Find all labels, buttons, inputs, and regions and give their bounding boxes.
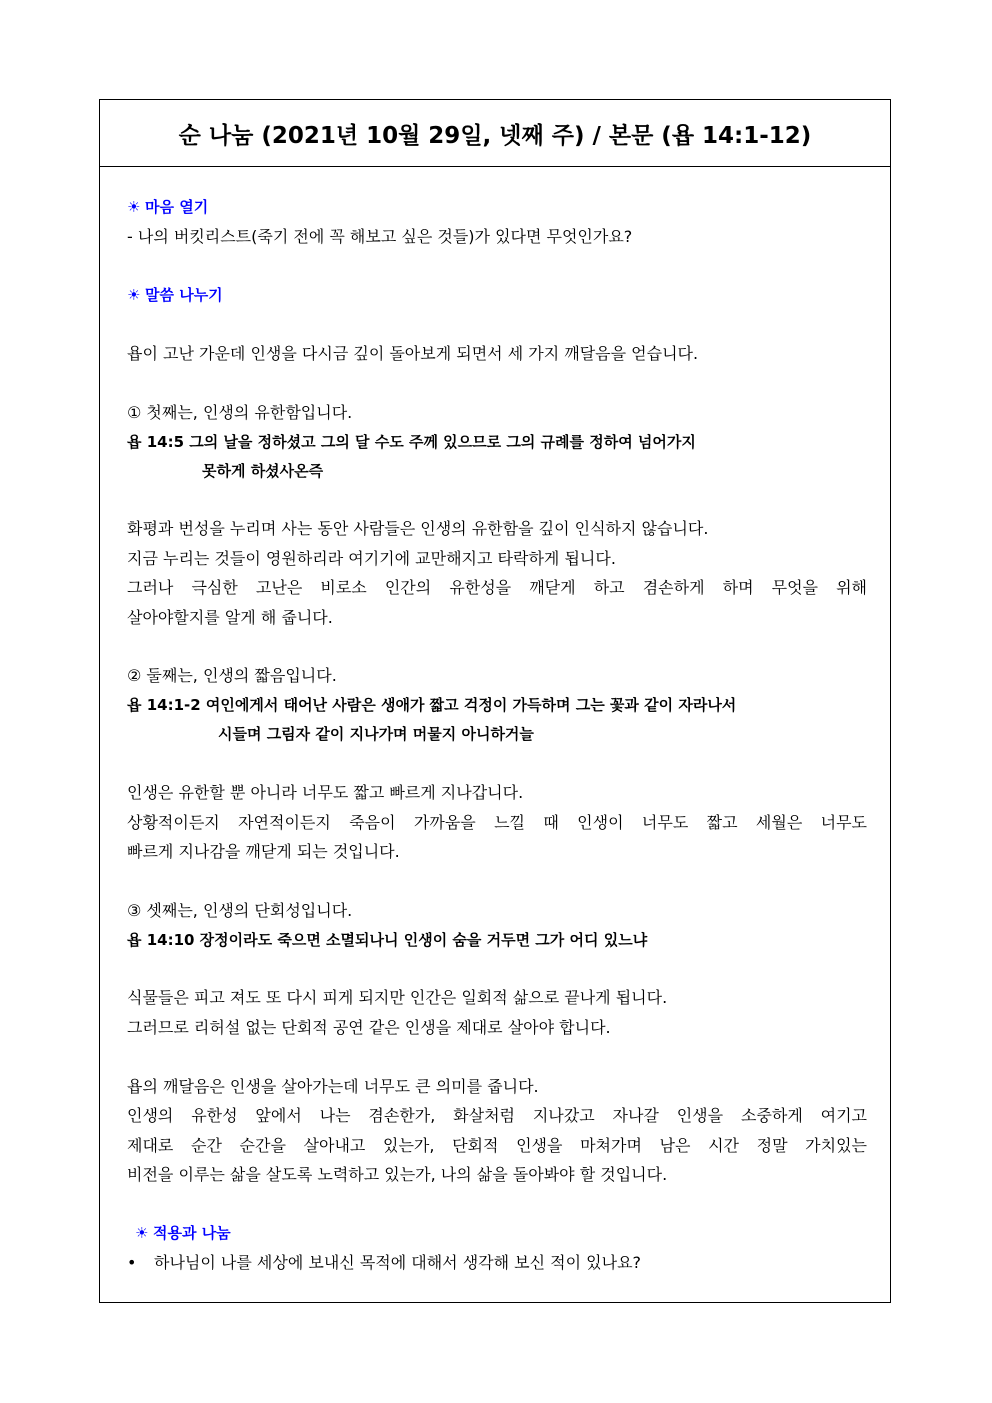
point1-verse-line2: 못하게 하셨사온즉: [202, 462, 324, 480]
section-heading-opening: [127, 196, 867, 218]
point1-heading: ① 첫째는, 인생의 유한함입니다.: [127, 403, 353, 422]
opening-question: - 나의 버킷리스트(죽기 전에 꼭 해보고 싶은 것들)가 있다면 무엇인가요?: [127, 227, 633, 246]
point1-body-line: 그러나 극심한 고난은 비로소 인간의 유한성을 깨닫게 하고 겸손하게 하며 무엇을 위해: [127, 578, 867, 597]
apply-question: 하나님이 나를 세상에 보내신 목적에 대해서 생각해 보신 적이 있나요?: [154, 1253, 642, 1272]
point2-body-line: 상황적이든지 자연적이든지 죽음이 가까움을 느낄 때 인생이 너무도 짧고 세월은 너무도: [127, 813, 867, 832]
section-heading-apply: [135, 1222, 875, 1244]
document-body: [100, 100, 890, 1302]
point1-body-line: 살아야할지를 알게 해 줍니다.: [127, 608, 333, 627]
point2-heading: ② 둘째는, 인생의 짧음입니다.: [127, 666, 337, 685]
section-heading-label: 적용과 나눔: [153, 1224, 231, 1242]
conclusion-line: 비전을 이루는 삶을 살도록 노력하고 있는가, 나의 삶을 돌아봐야 할 것입니다.: [127, 1165, 668, 1184]
conclusion-line: 인생의 유한성 앞에서 나는 겸손한가, 화살처럼 지나갔고 자나갈 인생을 소중하게 여기고: [127, 1106, 867, 1125]
sun-icon: ☀: [135, 1224, 149, 1242]
point1-body-line: 화평과 번성을 누리며 사는 동안 사람들은 인생의 유한함을 깊이 인식하지 않습니다.: [127, 519, 709, 538]
apply-question-item: [127, 1252, 867, 1274]
point3-body-line: 그러므로 리허설 없는 단회적 공연 같은 인생을 제대로 살아야 합니다.: [127, 1018, 611, 1037]
point3-verse-line1: 욥 14:10 장정이라도 죽으면 소멸되나니 인생이 숨을 거두면 그가 어디 있느냐: [127, 931, 648, 949]
point2-body-line: 빠르게 지나감을 깨닫게 되는 것입니다.: [127, 842, 400, 861]
section-heading-word: [127, 284, 867, 306]
point2-verse-line2: 시들며 그림자 같이 지나가며 머물지 아니하거늘: [218, 725, 534, 743]
section-heading-label: 말씀 나누기: [145, 286, 223, 304]
point1-body-line: 지금 누리는 것들이 영원하리라 여기기에 교만해지고 타락하게 됩니다.: [127, 549, 616, 568]
point2-verse-line1: 욥 14:1-2 여인에게서 태어난 사람은 생애가 짧고 걱정이 가득하며 그는 꽃과 같이 자라나서: [127, 696, 737, 714]
document-frame: [99, 99, 891, 1303]
point1-verse-line1: 욥 14:5 그의 날을 정하셨고 그의 달 수도 주께 있으므로 그의 규례를 정하여 넘어가지: [127, 433, 696, 451]
sun-icon: ☀: [127, 198, 141, 216]
conclusion-line: 제대로 순간 순간을 살아내고 있는가, 단회적 인생을 마쳐가며 남은 시간 정말 가치있는: [127, 1136, 867, 1155]
point3-body-line: 식물들은 피고 져도 또 다시 피게 되지만 인간은 일회적 삶으로 끝나게 됩니다.: [127, 988, 668, 1007]
conclusion-line: 욥의 깨달음은 인생을 살아가는데 너무도 큰 의미를 줍니다.: [127, 1077, 539, 1096]
intro-paragraph: 욥이 고난 가운데 인생을 다시금 깊이 돌아보게 되면서 세 가지 깨달음을 얻습니다.: [127, 344, 699, 363]
page-title: 순 나눔 (2021년 10월 29일, 넷째 주) / 본문 (욥 14:1-12): [178, 122, 812, 149]
section-heading-label: 마음 열기: [145, 198, 209, 216]
sun-icon: ☀: [127, 286, 141, 304]
point2-body-line: 인생은 유한할 뿐 아니라 너무도 짧고 빠르게 지나갑니다.: [127, 783, 524, 802]
bullet-icon: •: [127, 1253, 137, 1272]
point3-heading: ③ 셋째는, 인생의 단회성입니다.: [127, 901, 353, 920]
